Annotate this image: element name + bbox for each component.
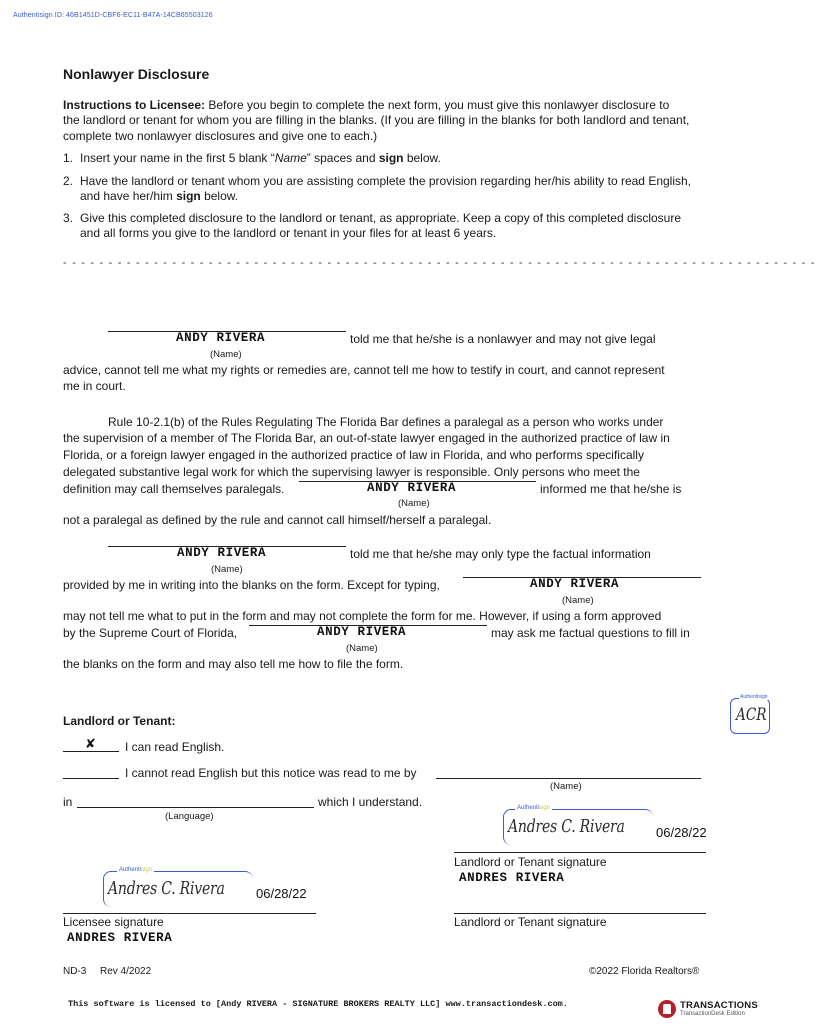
instructions (63, 98, 713, 144)
step-3-number: 3. (63, 211, 74, 225)
name-fill-4: ANDY RIVERA (530, 577, 620, 591)
para2-line-d: delegated substantive legal work for which the supervising lawyer is responsible. Only persons who meet the (63, 465, 640, 479)
landlord-signature-label: Landlord or Tenant signature (454, 855, 607, 869)
check-mark-icon: ✘ (85, 736, 96, 751)
licensee-signature: Andres C. Rivera (108, 878, 225, 899)
transactions-logo (658, 998, 758, 1020)
para2-line-c: Florida, or a foreign lawyer engaged in the authorized practice of law in Florida, and who performs specifically (63, 448, 644, 462)
language-blank[interactable] (77, 807, 314, 808)
name-label-2: (Name) (398, 498, 430, 509)
name-label-1: (Name) (210, 349, 242, 360)
form-revision: Rev 4/2022 (100, 966, 152, 977)
name-fill-3: ANDY RIVERA (177, 546, 267, 560)
landlord-signer-name: ANDRES RIVERA (459, 871, 565, 885)
para2-line-e: definition may call themselves paralegals. (63, 482, 285, 496)
step-2-text: Have the landlord or tenant whom you are assisting complete the provision regarding her/his ability to read English, (80, 174, 692, 188)
step-2 (63, 174, 713, 205)
step-1-number: 1. (63, 151, 74, 165)
step-3-text: Give this completed disclosure to the landlord or tenant, as appropriate. Keep a copy of this completed disclosure (80, 211, 682, 225)
logo-sub: TransactionDesk Edition (680, 1011, 745, 1017)
name-fill-2: ANDY RIVERA (367, 481, 457, 495)
step-3-text-a2: and all forms you give to the landlord or tenant in your files for at least 6 years. (80, 226, 497, 241)
para2-line-f: informed me that he/she is (540, 482, 682, 496)
instructions-line1: Before you begin to complete the next form, you must give this nonlawyer disclosure to (205, 98, 670, 112)
name-label-3: (Name) (211, 564, 243, 575)
licensee-auth-suffix: sign (141, 867, 153, 873)
in-label: in (63, 795, 73, 809)
authentisign-id: Authentisign ID: 46B1451D-CBF6-EC11-B47A-14CB65503126 (13, 12, 213, 19)
licensee-signature-line (63, 913, 316, 914)
landlord-signature-date: 06/28/22 (656, 825, 707, 840)
copyright: ©2022 Florida Realtors® (589, 966, 700, 977)
landlord-signature-label-2: Landlord or Tenant signature (454, 915, 607, 929)
initials-box[interactable] (730, 694, 770, 734)
step-1-bold: sign (378, 151, 404, 165)
license-note: This software is licensed to [Andy RIVERA - SIGNATURE BROKERS REALTY LLC] www.transactiondesk.com. (68, 999, 568, 1009)
transactions-logo-icon (658, 1000, 676, 1018)
instructions-lead: Instructions to Licensee: (63, 98, 206, 112)
step-2-number: 2. (63, 174, 74, 188)
name-fill-5: ANDY RIVERA (317, 625, 407, 639)
para1-line-b: advice, cannot tell me what my rights or remedies are, cannot tell me how to testify in court, and cannot represent (63, 363, 665, 377)
initials-text: ACR (736, 705, 767, 725)
name-label-5: (Name) (346, 643, 378, 654)
step-3 (63, 211, 713, 242)
step-2-text-c: below. (200, 189, 239, 204)
licensee-auth-label (117, 867, 154, 873)
logo-word: TRANSACTIONS (680, 1000, 758, 1011)
cannot-read-checkbox-line[interactable] (63, 778, 119, 779)
licensee-name: ANDRES RIVERA (67, 931, 173, 945)
reader-name-blank[interactable] (436, 778, 701, 779)
understand-label: which I understand. (318, 795, 423, 809)
para3-line-f: the blanks on the form and may also tell me how to file the form. (63, 657, 404, 671)
step-2-text-a2: and have her/him (80, 189, 177, 204)
licensee-auth-prefix: Authenti (119, 867, 142, 873)
para1-line-c: me in court. (63, 379, 126, 393)
para2-line-b: the supervision of a member of The Florida Bar, an out-of-state lawyer engaged in the authorized practice of law in (63, 431, 670, 445)
step-2-bold: sign (176, 189, 201, 204)
para1-line-a: told me that he/she is a nonlawyer and may not give legal (350, 332, 656, 346)
licensee-signature-label: Licensee signature (63, 915, 164, 929)
landlord-signature-line-2[interactable] (454, 913, 706, 914)
step-1-text-b: ” spaces and (306, 151, 379, 165)
para3-line-e: may ask me factual questions to fill in (491, 626, 690, 640)
cut-line: - - - - - - - - - - - - - - - - - - - - - - - - - - - - - - - - - - - - - - - - - - - - - - - - - - - - - - - - - - - - - - - - - - - - - - - - - - - - - - - - - - - (63, 257, 816, 269)
initials-auth-label: Authentisign (740, 694, 768, 700)
step-1 (63, 151, 713, 166)
form-id: ND-3 (63, 966, 87, 977)
landlord-signature-line (454, 852, 706, 853)
landlord-auth-suffix: sign (539, 805, 551, 811)
instructions-line2: the landlord or tenant for whom you are filling in the blanks. (If you are filling in the blanks for both landlord and tenant, (63, 113, 690, 128)
para3-line-a: told me that he/she may only type the factual information (350, 547, 651, 561)
para3-line-d: by the Supreme Court of Florida, (63, 626, 238, 640)
step-1-text-c: below. (403, 151, 441, 165)
name-fill-1: ANDY RIVERA (176, 331, 266, 345)
can-read-label: I can read English. (125, 740, 225, 754)
para2-line-a: Rule 10-2.1(b) of the Rules Regulating The Florida Bar defines a paralegal as a person who works under (108, 415, 664, 429)
landlord-auth-prefix: Authenti (517, 805, 540, 811)
reader-name-label: (Name) (550, 781, 582, 792)
landlord-auth-label (515, 805, 552, 811)
step-1-text: Insert your name in the first 5 blank “ (80, 151, 275, 165)
landlord-signature: Andres C. Rivera (508, 816, 625, 837)
para2-line-g: not a paralegal as defined by the rule and cannot call himself/herself a paralegal. (63, 513, 492, 527)
landlord-heading: Landlord or Tenant: (63, 714, 176, 728)
name-label-4: (Name) (562, 595, 594, 606)
licensee-signature-date: 06/28/22 (256, 886, 307, 901)
page-title: Nonlawyer Disclosure (63, 66, 210, 82)
step-1-name-word: Name (274, 151, 307, 165)
instructions-line3: complete two nonlawyer disclosures and give one to each.) (63, 128, 378, 143)
para3-line-c: may not tell me what to put in the form and may not complete the form for me. However, if using a form approved (63, 609, 662, 623)
para3-line-b: provided by me in writing into the blanks on the form. Except for typing, (63, 578, 440, 592)
cannot-read-label: I cannot read English but this notice was read to me by (125, 766, 417, 780)
language-label: (Language) (165, 811, 214, 822)
